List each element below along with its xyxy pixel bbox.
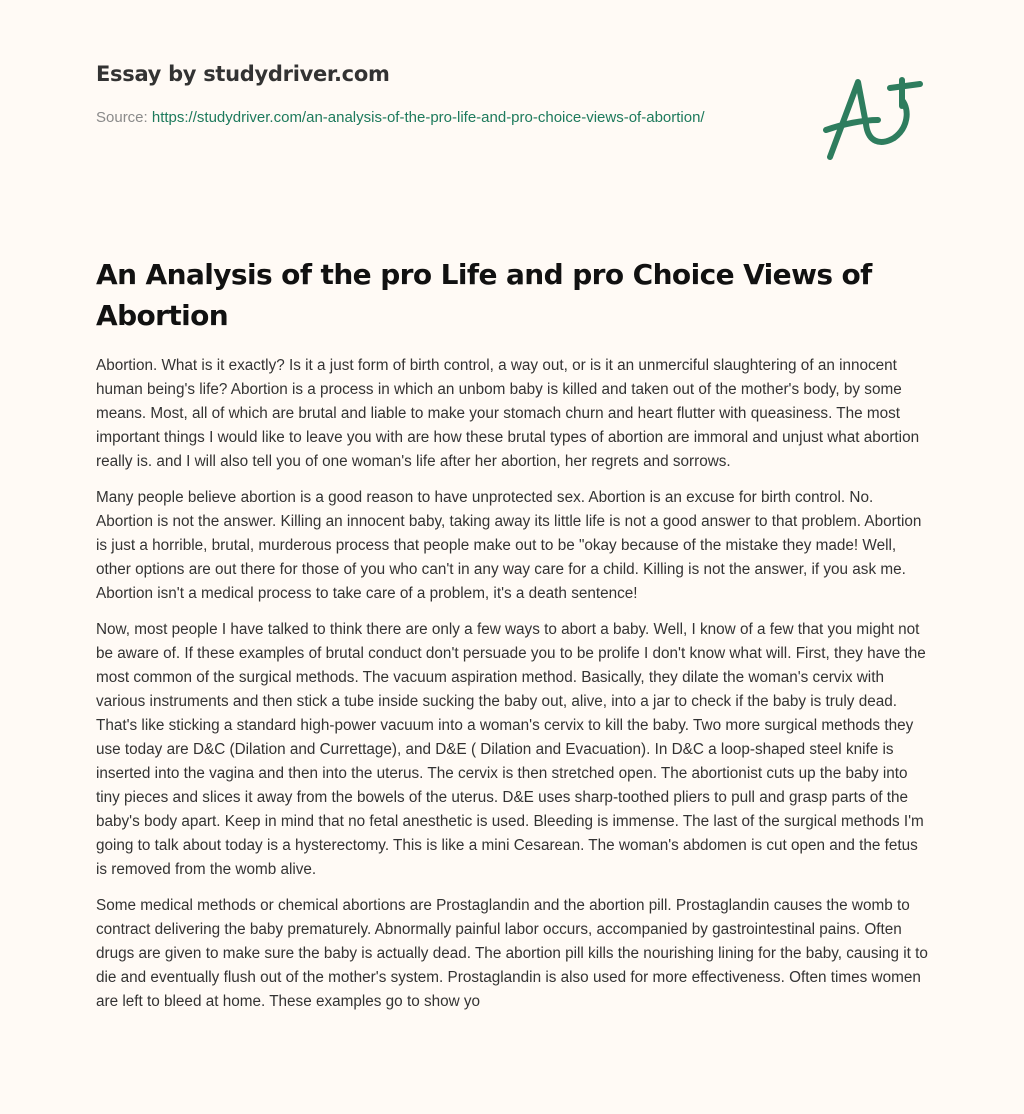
essay-paragraph: Now, most people I have talked to think there are only a few ways to abort a baby. Well, I know of a few that you might not be aware of. If these examples of brutal conduct don't persuade you to be prolife I don't know what will. First, they have the most common of the surgical methods. The vacuum aspiration method. Basically, they dilate the woman's cervix with various instruments and then stick a tube inside sucking the baby out, alive, into a jar to check if the baby is truly dead. That's like sticking a standard high-power vacuum into a woman's cervix to kill the baby. Two more surgical methods they use today are D&C (Dilation and Currettage), and D&E ( Dilation and Evacuation). In D&C a loop-shaped steel knife is inserted into the vagina and then into the uterus. The cervix is then stretched open. The abortionist cuts up the baby into tiny pieces and slices it away from the bowels of the uterus. D&E uses sharp-toothed pliers to pull and grasp parts of the baby's body apart. Keep in mind that no fetal anesthetic is used. Bleeding is immense. The last of the surgical methods I'm going to talk about today is a hysterectomy. This is like a mini Cesarean. The woman's abdomen is cut open and the fetus is removed from the womb alive. — [96, 621, 926, 878]
a-plus-grade-icon — [818, 62, 928, 166]
source-line — [96, 106, 756, 129]
source-label: Source: — [96, 109, 152, 126]
site-title: Essay by studydriver.com — [96, 62, 390, 86]
essay-title: An Analysis of the pro Life and pro Choice Views of Abortion — [96, 258, 872, 332]
essay-paragraph: Some medical methods or chemical abortions are Prostaglandin and the abortion pill. Prostaglandin causes the womb to contract delivering the baby prematurely. Abnormally painful labor occurs, accompanied by gastrointestinal pains. Often drugs are given to make sure the baby is actually dead. The abortion pill kills the nourishing lining for the baby, causing it to die and eventually flush out of the mother's system. Prostaglandin is also used for more effectiveness. Often times women are left to bleed at home. These examples go to show yo — [96, 897, 928, 1010]
essay-body — [96, 354, 930, 1026]
essay-paragraph: Abortion. What is it exactly? Is it a just form of birth control, a way out, or is it an unmerciful slaughtering of an innocent human being's life? Abortion is a process in which an unbom baby is killed and taken out of the mother's body, by some means. Most, all of which are brutal and liable to make your stomach churn and heart flutter with queasiness. The most important things I would like to leave you with are how these brutal types of abortion are immoral and unjust what abortion really is. and I will also tell you of one woman's life after her abortion, her regrets and sorrows. — [96, 357, 920, 470]
page-header — [96, 62, 756, 129]
essay-paragraph: Many people believe abortion is a good reason to have unprotected sex. Abortion is an excuse for birth control. No. Abortion is not the answer. Killing an innocent baby, taking away its little life is not a good answer to that problem. Abortion is just a horrible, brutal, murderous process that people make out to be "okay because of the mistake they made! Well, other options are out there for those of you who can't in any way care for a child. Killing is not the answer, if you ask me. Abortion isn't a medical process to take care of a problem, it's a death sentence! — [96, 489, 922, 602]
source-link[interactable]: https://studydriver.com/an-analysis-of-the-pro-life-and-pro-choice-views-of-abortion/ — [151, 109, 705, 126]
